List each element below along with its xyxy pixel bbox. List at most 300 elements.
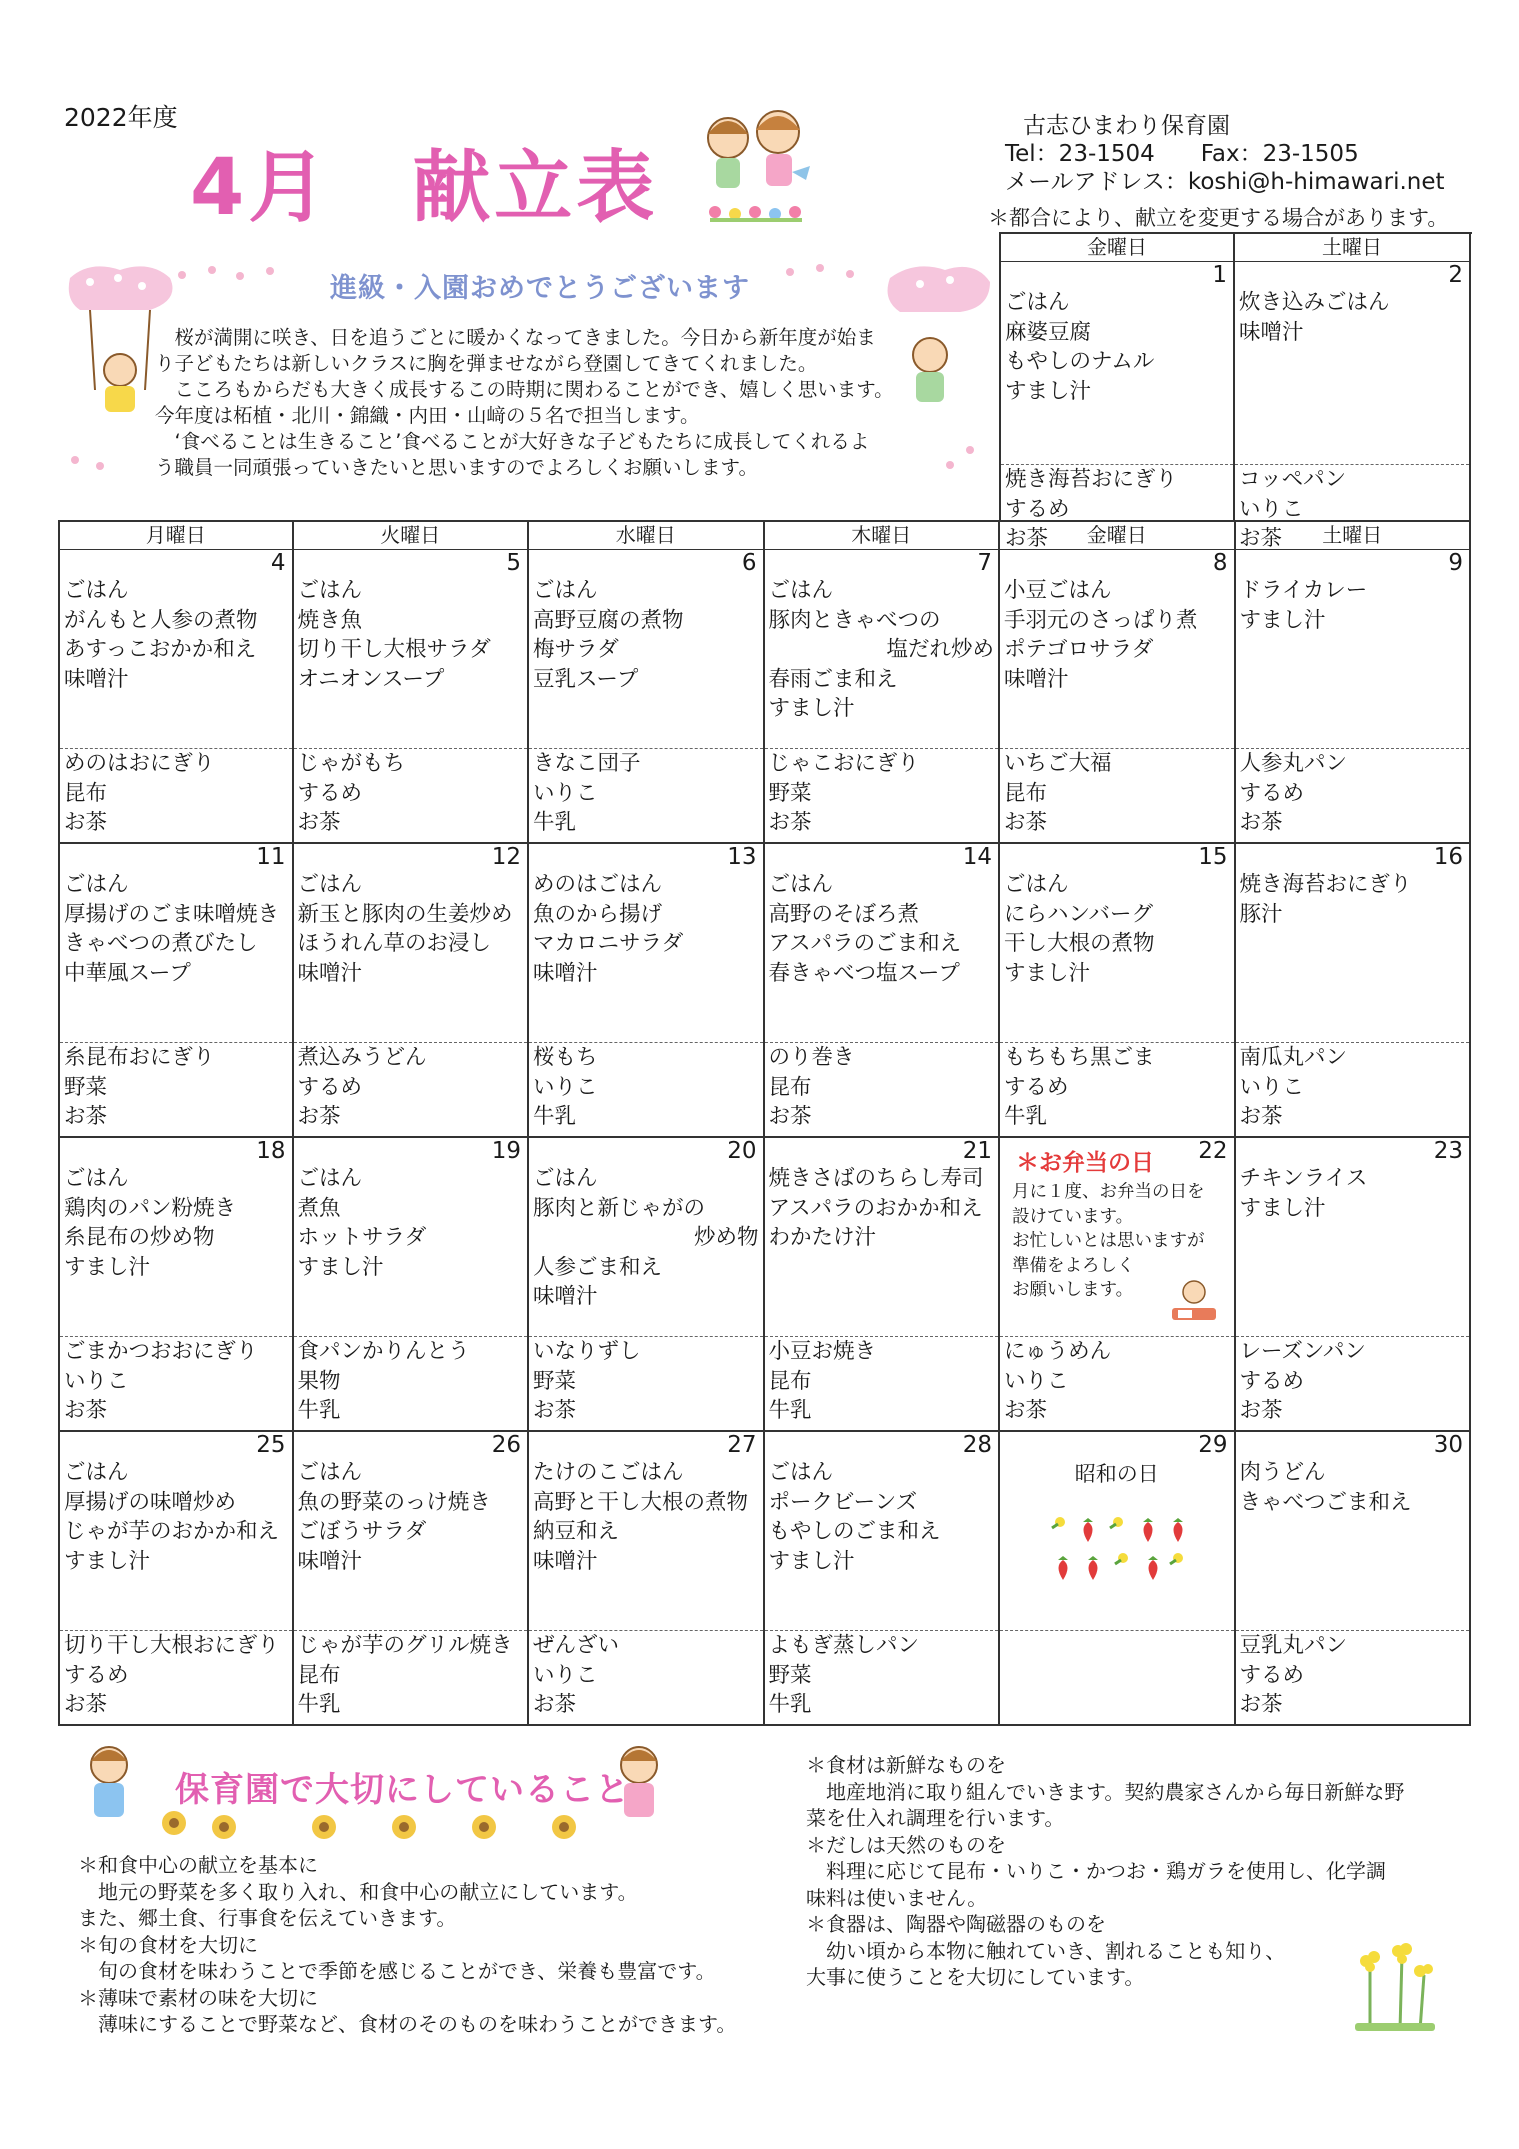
menu-item: きゃべつの煮びたし [64, 931, 258, 956]
menu-item: すまし汁 [768, 1548, 855, 1574]
calendar-week-row [58, 1430, 1471, 1726]
snack-item: お茶 [64, 810, 108, 835]
day-number: 15 [1198, 844, 1228, 870]
menu-item: 炒め物 [693, 1225, 759, 1250]
policy-line: 菜を仕入れ調理を行います。 [806, 1806, 1065, 1830]
greeting-line: う職員一同頑張っていきたいと思いますのでよろしくお願いします。 [155, 456, 758, 479]
nursery-phone-fax: Tel：23-1504 Fax：23-1505 [1005, 141, 1359, 167]
snack-item: 昆布 [1004, 780, 1048, 806]
menu-item: 春きゃべつ塩スープ [768, 960, 960, 986]
snack-item: きなこ団子 [533, 751, 641, 776]
lunch-menu [1005, 288, 1229, 406]
menu-item: 梅サラダ [533, 637, 619, 662]
snack-item: よもぎ蒸しパン [768, 1633, 920, 1658]
snack-item: 食パンかりんとう [297, 1339, 470, 1364]
menu-item: 味噌汁 [297, 960, 363, 986]
snack-item: じゃがもち [297, 751, 406, 776]
day-cell-13 [529, 842, 765, 1138]
snack-menu [765, 748, 999, 838]
snack-item: お茶 [64, 1398, 108, 1423]
menu-item: 味噌汁 [1239, 319, 1304, 345]
snack-item: じゃこおにぎり [768, 751, 920, 776]
calendar-week-row [58, 548, 1471, 844]
snack-item: 昆布 [297, 1662, 341, 1688]
bento-note-line: 月に１度、お弁当の日を [1012, 1182, 1205, 1202]
policy-line: ＊和食中心の献立を基本に [78, 1853, 318, 1877]
day-cell-29 [1000, 1430, 1236, 1726]
day-cell-27 [529, 1430, 765, 1726]
menu-item: すまし汁 [768, 696, 855, 721]
day-number: 9 [1448, 550, 1463, 576]
lunch-menu [64, 870, 288, 988]
greeting-title: 進級・入園おめでとうございます [330, 273, 750, 304]
menu-item: すまし汁 [1239, 607, 1326, 633]
policy-line: 地産地消に取り組んでいきます。契約農家さんから毎日新鮮な野 [806, 1779, 1405, 1804]
policy-line: 旬の食材を味わうことで季節を感じることができ、栄養も豊富です。 [78, 1959, 716, 1983]
day-number: 27 [727, 1432, 757, 1458]
day-number: 30 [1433, 1432, 1463, 1458]
snack-item: めのはおにぎり [64, 751, 215, 776]
snack-item: お茶 [533, 1398, 577, 1423]
day-cell-14 [765, 842, 1001, 1138]
snack-item: お茶 [1239, 1104, 1283, 1129]
menu-item: ドライカレー [1239, 578, 1368, 603]
menu-item: すまし汁 [64, 1254, 151, 1280]
snack-item: お茶 [768, 810, 812, 835]
menu-item: アスパラのごま和え [768, 931, 962, 956]
day-cell-11 [58, 842, 294, 1138]
lunch-menu [1004, 576, 1230, 694]
day-cell-26 [294, 1430, 530, 1726]
menu-item: 厚揚げのごま味噌焼き [64, 901, 280, 927]
snack-item: いりこ [533, 1074, 598, 1100]
policy-line: 薄味にすることで野菜など、食材のそのものを味わうことができます。 [78, 2012, 737, 2036]
menu-item: すまし汁 [1239, 1195, 1326, 1221]
day-number: 5 [506, 550, 521, 576]
menu-item: ごはん [297, 578, 363, 603]
menu-item: 肉うどん [1239, 1460, 1326, 1485]
menu-item: ごはん [297, 872, 363, 897]
snack-menu [294, 1630, 528, 1720]
snack-item: 野菜 [533, 1368, 577, 1394]
bento-note-line: お願いします。 [1012, 1280, 1134, 1300]
snack-item: 桜もち [533, 1045, 598, 1070]
bento-note-line: 設けています。 [1012, 1206, 1134, 1227]
snack-menu [529, 1336, 763, 1426]
menu-item: 中華風スープ [64, 960, 191, 986]
menu-item: 切り干し大根サラダ [297, 637, 491, 662]
snack-item: 牛乳 [533, 810, 577, 835]
menu-item: 厚揚げの味噌炒め [64, 1489, 237, 1515]
day-cell-6 [529, 548, 765, 844]
snack-item: 焼き海苔おにぎり [1005, 467, 1178, 492]
menu-item: 干し大根の煮物 [1004, 931, 1155, 956]
lunch-menu [64, 1458, 288, 1576]
menu-item: オニオンスープ [297, 666, 445, 692]
nursery-name: 古志ひまわり保育園 [1023, 113, 1230, 139]
menu-item: 豚汁 [1239, 901, 1283, 927]
menu-item: ごはん [768, 1460, 834, 1485]
weekday-header-fri-sat [999, 232, 1472, 262]
menu-item: たけのこごはん [533, 1460, 684, 1485]
menu-item: 高野のそぼろ煮 [768, 901, 920, 927]
menu-item: 高野と干し大根の煮物 [533, 1489, 749, 1515]
snack-menu [765, 1630, 999, 1720]
snack-item: するめ [1239, 1662, 1305, 1688]
menu-item: もやしのごま和え [768, 1519, 941, 1544]
calendar-week-row [58, 842, 1471, 1138]
day-number: 13 [727, 844, 757, 870]
weekday-header-fri: 金曜日 [1000, 522, 1236, 550]
snack-item: 牛乳 [297, 1398, 341, 1423]
snack-item: 牛乳 [297, 1692, 341, 1717]
snack-item: 糸昆布おにぎり [64, 1045, 215, 1070]
snack-item: するめ [64, 1662, 129, 1688]
snack-item: ぜんざい [533, 1633, 620, 1658]
snack-item: ごまかつおおにぎり [64, 1339, 258, 1364]
snack-item: お茶 [1004, 810, 1048, 835]
menu-item: 納豆和え [533, 1519, 620, 1544]
policy-line: 味料は使いません。 [806, 1885, 988, 1910]
lunch-menu [769, 1164, 995, 1253]
snack-item: 牛乳 [768, 1692, 812, 1717]
day-cell-16 [1236, 842, 1472, 1138]
snack-item: お茶 [1239, 526, 1283, 551]
snack-item: 人参丸パン [1239, 751, 1348, 776]
lunch-menu [1239, 288, 1465, 347]
snack-menu [60, 748, 292, 838]
day-cell-28 [765, 1430, 1001, 1726]
day-number: 21 [962, 1138, 992, 1164]
day-number: 2 [1448, 262, 1463, 288]
snack-item: するめ [1239, 780, 1305, 806]
greeting-message [155, 325, 915, 481]
snack-item: するめ [1239, 1368, 1305, 1394]
menu-item: 手羽元のさっぱり煮 [1004, 607, 1198, 633]
menu-item: 炊き込みごはん [1239, 290, 1390, 315]
day-cell-19 [294, 1136, 530, 1432]
snack-menu [529, 748, 763, 838]
menu-item: 味噌汁 [297, 1548, 363, 1574]
day-cell-25 [58, 1430, 294, 1726]
child-eating-bento-icon [1164, 1276, 1224, 1326]
snack-item: 野菜 [768, 1662, 812, 1688]
snack-menu [1236, 1336, 1470, 1426]
snack-item: いりこ [1004, 1368, 1069, 1394]
nursery-email: メールアドレス：koshi@h-himawari.net [1005, 169, 1445, 195]
snack-menu [1000, 1336, 1234, 1426]
snack-item: 牛乳 [1004, 1104, 1048, 1129]
menu-item: 魚の野菜のっけ焼き [297, 1489, 491, 1515]
greeting-line: り子どもたちは新しいクラスに胸を弾ませながら登園してきてくれました。 [155, 352, 818, 375]
policy-line: ＊食材は新鮮なものを [806, 1753, 1006, 1777]
snack-item: お茶 [64, 1104, 108, 1129]
menu-item: ごはん [533, 1166, 598, 1191]
policy-line: 料理に応じて昆布・いりこ・かつお・鶏ガラを使用し、化学調 [806, 1859, 1386, 1883]
menu-item: 味噌汁 [64, 666, 129, 692]
snack-item: 昆布 [768, 1368, 812, 1394]
snack-item: 牛乳 [768, 1398, 812, 1423]
menu-item: 焼き魚 [297, 607, 363, 633]
snack-menu [1000, 1630, 1234, 1631]
day-cell-9 [1236, 548, 1472, 844]
day-cell-15 [1000, 842, 1236, 1138]
day-cell-21 [765, 1136, 1001, 1432]
snack-item: 小豆お焼き [768, 1339, 877, 1364]
bento-note-line: 準備をよろしく [1012, 1255, 1135, 1276]
snack-item: お茶 [1005, 526, 1049, 551]
lunch-menu [64, 576, 288, 694]
weekday-header-sat: 土曜日 [1235, 234, 1471, 262]
snack-item: お茶 [1239, 810, 1283, 835]
menu-item: アスパラのおかか和え [768, 1195, 983, 1221]
lunch-menu [298, 1164, 524, 1282]
snack-item: 南瓜丸パン [1239, 1045, 1348, 1070]
lunch-menu [1004, 870, 1230, 988]
snack-menu [1236, 748, 1470, 838]
menu-item: 味噌汁 [533, 960, 598, 986]
day-number: 18 [256, 1138, 286, 1164]
children-watering-illustration [680, 100, 830, 230]
snack-item: 煮込みうどん [297, 1045, 427, 1070]
bento-note-line: お忙しいとは思いますが [1012, 1231, 1205, 1251]
lunch-menu [1240, 576, 1466, 635]
menu-item: 豚肉と新じゃがの [533, 1195, 706, 1221]
lunch-menu [298, 576, 524, 694]
menu-item: 麻婆豆腐 [1005, 319, 1092, 345]
snack-item: いりこ [1239, 496, 1304, 522]
menu-item: ごはん [64, 1460, 129, 1485]
day-cell-22 [1000, 1136, 1236, 1432]
lunch-menu [533, 870, 759, 988]
menu-item: チキンライス [1239, 1166, 1368, 1191]
menu-item: ごはん [1005, 290, 1070, 315]
lunch-menu [298, 1458, 524, 1576]
menu-item: 小豆ごはん [1004, 578, 1112, 603]
snack-item: 果物 [297, 1368, 341, 1394]
lunch-menu [64, 1164, 288, 1282]
menu-item: すまし汁 [1004, 960, 1091, 986]
day-cell-12 [294, 842, 530, 1138]
policy-line: ＊食器は、陶器や陶磁器のものを [806, 1912, 1106, 1936]
snack-item: するめ [297, 780, 363, 806]
lunch-menu [769, 576, 995, 724]
snack-menu [765, 1042, 999, 1132]
policy-line: 幼い頃から本物に触れていき、割れることも知り、 [806, 1938, 1286, 1963]
policy-line: ＊薄味で素材の味を大切に [78, 1985, 318, 2010]
snack-item: するめ [1004, 1074, 1069, 1100]
menu-item: ごはん [297, 1460, 363, 1485]
menu-item: ごはん [768, 872, 834, 897]
day-number: 19 [491, 1138, 521, 1164]
day-number: 12 [491, 844, 521, 870]
snack-menu [60, 1042, 292, 1132]
weekday-header-tue: 火曜日 [294, 522, 530, 550]
day-cell-20 [529, 1136, 765, 1432]
nursery-info [1005, 112, 1445, 196]
menu-item: ごはん [533, 578, 598, 603]
menu-item: ごはん [64, 872, 129, 897]
menu-item: 焼き海苔おにぎり [1239, 872, 1412, 897]
snack-menu [1236, 1042, 1470, 1132]
policy-title: 保育園で大切にしていること [175, 1770, 630, 1810]
snack-item: 昆布 [768, 1074, 812, 1100]
lunch-menu [1240, 1164, 1466, 1223]
weekday-header-fri: 金曜日 [999, 234, 1235, 262]
weekday-header-mon: 月曜日 [58, 522, 294, 550]
lunch-menu [533, 1458, 759, 1576]
snack-item: 昆布 [64, 780, 108, 806]
snack-item: 切り干し大根おにぎり [64, 1633, 280, 1658]
menu-item: 味噌汁 [533, 1548, 598, 1574]
policy-line: 地元の野菜を多く取り入れ、和食中心の献立にしています。 [78, 1879, 638, 1904]
menu-item: ごはん [64, 578, 129, 603]
menu-item: すまし汁 [64, 1548, 151, 1574]
policy-line: ＊だしは天然のものを [806, 1832, 1006, 1857]
snack-menu [529, 1042, 763, 1132]
fiscal-year: 2022年度 [64, 103, 178, 132]
menu-item: きゃべつごま和え [1239, 1489, 1412, 1515]
snack-item: お茶 [1004, 1398, 1048, 1423]
snack-item: お茶 [297, 1104, 341, 1129]
snack-item: のり巻き [768, 1045, 855, 1070]
weekday-header [58, 520, 1471, 550]
lunch-menu [769, 1458, 995, 1576]
day-cell-8 [1000, 548, 1236, 844]
day-cell-23 [1236, 1136, 1472, 1432]
page-title: 4月 献立表 [190, 143, 659, 233]
menu-item: 煮魚 [297, 1195, 341, 1221]
day-cell-4 [58, 548, 294, 844]
weekday-header-wed: 水曜日 [529, 522, 765, 550]
rapeseed-flower-illustration [1340, 1935, 1440, 2035]
menu-item: 焼きさばのちらし寿司 [768, 1166, 984, 1191]
snack-item: コッペパン [1239, 467, 1347, 492]
day-number: 6 [741, 550, 757, 576]
day-number: 16 [1433, 844, 1463, 870]
menu-item: ホットサラダ [297, 1225, 427, 1250]
greeting-line: ‘食べることは生きること’食べることが大好きな子どもたちに成長してくれるよ [155, 430, 870, 453]
policy-right [806, 1752, 1404, 1991]
day-number: 1 [1212, 262, 1227, 288]
menu-item: 魚のから揚げ [533, 901, 663, 927]
snack-item: いりこ [64, 1368, 129, 1394]
snack-item: にゅうめん [1004, 1339, 1112, 1364]
menu-item: ごはん [1004, 872, 1069, 897]
snack-item: 野菜 [768, 780, 812, 806]
snack-item: いりこ [533, 1662, 598, 1688]
menu-item: 豆乳スープ [533, 666, 639, 692]
strawberry-decoration-icon [1048, 1508, 1188, 1588]
menu-item: 豚肉ときゃべつの [768, 607, 941, 633]
snack-item: お茶 [1239, 1398, 1283, 1423]
menu-item: ごぼうサラダ [297, 1519, 427, 1544]
calendar-week-row [58, 1136, 1471, 1432]
menu-item: ポークビーンズ [768, 1489, 918, 1515]
snack-item: お茶 [1239, 1692, 1283, 1717]
snack-item: 豆乳丸パン [1239, 1633, 1348, 1658]
policy-line: また、郷土食、行事食を伝えていきます。 [78, 1906, 457, 1930]
policy-line: 大事に使うことを大切にしています。 [806, 1965, 1145, 1989]
snack-menu [294, 1042, 528, 1132]
snack-item: いりこ [533, 780, 598, 806]
snack-item: レーズンパン [1239, 1339, 1366, 1364]
day-number: 7 [977, 550, 992, 576]
menu-item: 味噌汁 [1004, 666, 1069, 692]
snack-menu [60, 1336, 292, 1426]
menu-item: 春雨ごま和え [768, 666, 898, 692]
bento-day-title: ＊お弁当の日 [1016, 1150, 1154, 1176]
snack-item: いちご大福 [1004, 751, 1112, 776]
snack-item: 牛乳 [533, 1104, 577, 1129]
menu-item: 味噌汁 [533, 1284, 598, 1309]
day-number: 26 [491, 1432, 521, 1458]
snack-item: お茶 [533, 1692, 577, 1717]
menu-item: ほうれん草のお浸し [297, 931, 492, 956]
snack-item: お茶 [297, 810, 341, 835]
weekday-header-sat: 土曜日 [1236, 522, 1472, 550]
menu-item: ごはん [64, 1166, 129, 1191]
menu-item: 人参ごま和え [533, 1254, 663, 1280]
menu-item: ポテゴロサラダ [1004, 637, 1154, 662]
menu-item: マカロニサラダ [533, 931, 684, 956]
greeting-line: こころもからだも大きく成長するこの時期に関わることができ、嬉しく思います。 [155, 378, 894, 401]
menu-item: ごはん [297, 1166, 363, 1191]
snack-item: じゃが芋のグリル焼き [297, 1633, 513, 1658]
menu-item: 高野豆腐の煮物 [533, 607, 684, 633]
day-cell-18 [58, 1136, 294, 1432]
snack-item: するめ [297, 1074, 363, 1100]
snack-menu [1000, 1042, 1234, 1132]
weekday-header-thu: 木曜日 [765, 522, 1001, 550]
menu-item: 塩だれ炒め [886, 637, 994, 662]
day-number: 28 [962, 1432, 992, 1458]
snack-menu [294, 748, 528, 838]
day-number: 4 [270, 550, 286, 576]
day-cell-7 [765, 548, 1001, 844]
snack-menu [294, 1336, 528, 1426]
change-notice: ＊都合により、献立を変更する場合があります。 [988, 206, 1449, 230]
day-number: 8 [1212, 550, 1228, 576]
snack-menu [529, 1630, 763, 1720]
snack-item: するめ [1005, 496, 1070, 522]
day-number: 14 [962, 844, 992, 870]
day-number: 23 [1433, 1138, 1463, 1164]
menu-item: にらハンバーグ [1004, 901, 1153, 927]
menu-item: あすっこおかか和え [64, 637, 257, 662]
snack-item: お茶 [768, 1104, 812, 1129]
menu-item: わかたけ汁 [768, 1225, 877, 1250]
holiday-label: 昭和の日 [1074, 1462, 1159, 1486]
lunch-menu [533, 576, 759, 694]
snack-item: お茶 [64, 1692, 108, 1717]
snack-item: いなりずし [533, 1339, 641, 1364]
day-number: 11 [256, 844, 286, 870]
day-number: 25 [256, 1432, 286, 1458]
menu-item: 糸昆布の炒め物 [64, 1225, 215, 1250]
menu-item: 新玉と豚肉の生姜炒め [297, 901, 513, 927]
menu-item: すまし汁 [1005, 378, 1092, 404]
greeting-line: 今年度は柘植・北川・錦織・内田・山﨑の５名で担当します。 [155, 404, 700, 427]
snack-item: もちもち黒ごま [1004, 1045, 1155, 1070]
greeting-line: 桜が満開に咲き、日を追うごとに暖かくなってきました。今日から新年度が始ま [155, 326, 876, 349]
day-number: 20 [727, 1138, 757, 1164]
policy-left [78, 1852, 736, 2038]
menu-item: すまし汁 [297, 1254, 384, 1280]
menu-item: じゃが芋のおかか和え [64, 1519, 280, 1544]
snack-menu [1236, 1630, 1470, 1720]
lunch-menu [1240, 1458, 1466, 1517]
